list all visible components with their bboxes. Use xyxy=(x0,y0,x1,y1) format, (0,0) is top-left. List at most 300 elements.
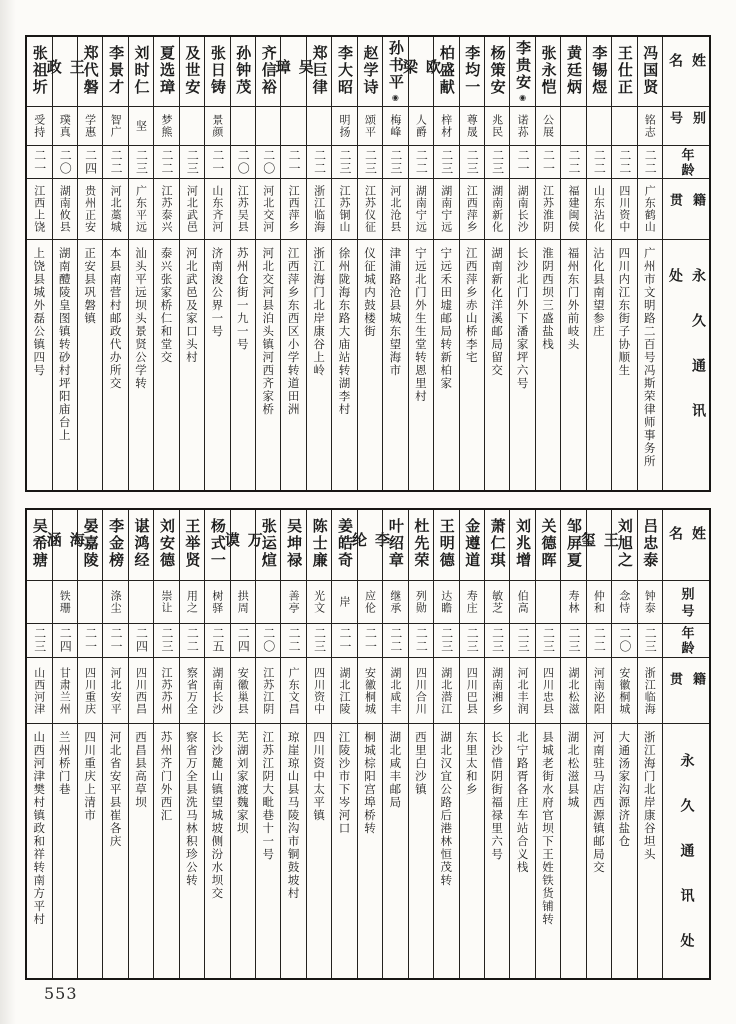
person-origin: 江苏江阴 xyxy=(256,657,280,723)
person-column xyxy=(459,37,484,490)
person-name-text: 李大昭 xyxy=(336,44,355,96)
person-address: 长沙麓山镇望城坡侧汾水坝交 xyxy=(205,723,229,978)
person-column xyxy=(153,37,178,490)
person-address: 淮阴西坝三盛盐栈 xyxy=(536,239,560,490)
person-address: 徐州陇海东路大庙站转湖李村 xyxy=(332,239,356,490)
person-column xyxy=(27,37,51,490)
person-age: 二三 xyxy=(460,623,484,658)
person-name-text: 王举贤 xyxy=(183,518,202,570)
registry-table-bottom xyxy=(25,508,711,980)
person-name-text: 李金榜 xyxy=(107,518,126,570)
person-alias xyxy=(129,580,153,623)
person-name xyxy=(612,37,636,106)
person-origin: 江苏仪征 xyxy=(358,178,382,239)
person-origin: 河北安平 xyxy=(103,657,127,723)
person-column xyxy=(102,37,127,490)
person-origin: 湖北松滋 xyxy=(561,657,585,723)
person-address: 津浦路沧县城东望海市 xyxy=(383,239,407,490)
person-name-text: 夏选璋 xyxy=(157,44,176,96)
person-name-text: 张日铸 xyxy=(208,44,227,96)
person-name-text: 王玺 xyxy=(578,532,620,569)
person-column xyxy=(255,37,280,490)
person-name-text: 刘旭之 xyxy=(615,518,634,570)
person-name xyxy=(638,510,662,580)
person-age: 二三 xyxy=(510,623,534,658)
person-origin: 甘肃兰州 xyxy=(53,657,77,723)
person-age: 二三 xyxy=(332,145,356,179)
person-age: 二二 xyxy=(281,623,305,658)
person-column xyxy=(306,37,331,490)
person-origin: 四川重庆 xyxy=(78,657,102,723)
person-origin: 河南泌阳 xyxy=(587,657,611,723)
person-address: 河南驻马店西源镇邮局交 xyxy=(587,723,611,978)
person-address: 湖南新化洋溪邮局留交 xyxy=(485,239,509,490)
person-name-text: 王明德 xyxy=(437,518,456,570)
page-number: 553 xyxy=(44,984,78,1003)
person-address: 山西河津樊村镇政和祥转南方平村 xyxy=(27,723,51,978)
person-alias xyxy=(281,106,305,145)
person-name-text: 王政 xyxy=(44,59,86,96)
person-name xyxy=(587,37,611,106)
person-origin: 江苏淮阴 xyxy=(536,178,560,239)
person-alias: 梓材 xyxy=(434,106,458,145)
person-origin: 广东平远 xyxy=(129,178,153,239)
person-age: 二三 xyxy=(180,145,204,179)
person-name-text: 刘安德 xyxy=(157,518,176,570)
person-column xyxy=(44,510,86,978)
person-origin: 四川巴县 xyxy=(460,657,484,723)
person-name-text: 孙书平 xyxy=(386,40,405,92)
person-origin: 湖南长沙 xyxy=(205,657,229,723)
person-alias xyxy=(78,580,102,623)
person-name-text: 柏盛献 xyxy=(437,44,456,96)
person-age: 二三 xyxy=(129,145,153,179)
person-column xyxy=(128,37,153,490)
person-name xyxy=(103,510,127,580)
person-name-text: 晏嘉陵 xyxy=(81,518,100,570)
person-name xyxy=(44,37,86,106)
person-alias: 拱周 xyxy=(231,580,255,623)
person-age: 二二 xyxy=(587,623,611,658)
person-origin: 湖南宁远 xyxy=(434,178,458,239)
person-origin: 湖北咸丰 xyxy=(383,657,407,723)
person-alias xyxy=(231,106,255,145)
person-age: 二一 xyxy=(358,623,382,658)
person-age: 二四 xyxy=(129,623,153,658)
person-address: 琼崖琼山县马陵沟市铜鼓坡村 xyxy=(281,723,305,978)
person-origin: 广东文昌 xyxy=(281,657,305,723)
person-name xyxy=(383,510,407,580)
person-alias: 公展 xyxy=(536,106,560,145)
person-column xyxy=(204,37,229,490)
header-age-label: 年龄 xyxy=(663,145,709,179)
person-name-text: 杜先荣 xyxy=(412,518,431,570)
person-age: 二三 xyxy=(485,623,509,658)
person-column xyxy=(611,510,636,978)
person-alias: 达瞻 xyxy=(434,580,458,623)
person-name-text: 齐信裕 xyxy=(259,44,278,96)
person-age: 二一 xyxy=(281,145,305,179)
person-column xyxy=(222,510,264,978)
person-origin: 江西萍乡 xyxy=(281,178,305,239)
person-address: 本县南营村邮政代办所交 xyxy=(103,239,127,490)
person-column xyxy=(586,37,611,490)
person-name xyxy=(349,510,391,580)
person-alias xyxy=(307,106,331,145)
person-address: 广州市文明路二百号冯斯荣律师事务所 xyxy=(638,239,662,490)
person-address: 县城老街水府官坝下王姓铁货铺转 xyxy=(536,723,560,978)
person-origin: 河北交河 xyxy=(256,178,280,239)
person-origin: 河北沧县 xyxy=(383,178,407,239)
person-address: 福州东门外前岐头 xyxy=(561,239,585,490)
person-origin: 四川合川 xyxy=(409,657,433,723)
person-address: 泰兴张家桥仁和堂交 xyxy=(154,239,178,490)
person-age: 二一 xyxy=(78,623,102,658)
person-address: 汕头平远坝头景贤公学转 xyxy=(129,239,153,490)
person-name-text: 谌鸿经 xyxy=(132,518,151,570)
person-name xyxy=(256,510,280,580)
person-name xyxy=(154,37,178,106)
person-origin: 湖南攸县 xyxy=(53,178,77,239)
person-alias: 树驿 xyxy=(205,580,229,623)
person-name-text: 金遵道 xyxy=(463,518,482,570)
person-column xyxy=(102,510,127,978)
person-alias: 璞真 xyxy=(53,106,77,145)
person-origin: 河北丰润 xyxy=(510,657,534,723)
person-alias: 梅峰 xyxy=(383,106,407,145)
person-alias: 景颜 xyxy=(205,106,229,145)
person-alias: 敏芝 xyxy=(485,580,509,623)
person-age: 二一 xyxy=(332,623,356,658)
person-origin: 四川西昌 xyxy=(129,657,153,723)
person-name xyxy=(409,510,433,580)
person-column xyxy=(77,37,102,490)
person-column xyxy=(331,37,356,490)
person-alias: 寿林 xyxy=(561,580,585,623)
person-alias: 梦熊 xyxy=(154,106,178,145)
person-address: 浙江海门北岸康谷上岭 xyxy=(307,239,331,490)
header-address-label: 永久通讯处 xyxy=(663,723,709,978)
person-origin: 安徽桐城 xyxy=(612,657,636,723)
person-address: 湖南醴陵皇图镇转砂村坪阳庙台上 xyxy=(53,239,77,490)
person-column xyxy=(560,510,585,978)
person-age: 二三 xyxy=(383,145,407,179)
person-name xyxy=(460,510,484,580)
person-age: 二一 xyxy=(27,145,51,179)
person-age: 二一 xyxy=(510,145,534,179)
person-name-text: 郑代磐 xyxy=(81,44,100,96)
person-origin: 山西河津 xyxy=(27,657,51,723)
person-origin: 浙江临海 xyxy=(307,178,331,239)
person-column xyxy=(535,37,560,490)
person-alias: 尊晟 xyxy=(460,106,484,145)
person-column xyxy=(433,37,458,490)
person-address: 河北武邑及家口头村 xyxy=(180,239,204,490)
person-alias: 应伦 xyxy=(358,580,382,623)
person-column xyxy=(560,37,585,490)
person-column xyxy=(509,37,534,490)
person-origin: 广东鹤山 xyxy=(638,178,662,239)
person-name xyxy=(78,510,102,580)
person-column xyxy=(128,510,153,978)
person-address: 北宁路胥各庄车站合义栈 xyxy=(510,723,534,978)
person-address: 长沙北门外下潘家坪六号 xyxy=(510,239,534,490)
person-column xyxy=(509,510,534,978)
person-age: 二一 xyxy=(536,145,560,179)
person-address: 正安县巩磐镇 xyxy=(78,239,102,490)
person-address: 湖北咸丰邮局 xyxy=(383,723,407,978)
person-column xyxy=(611,37,636,490)
person-name xyxy=(281,510,305,580)
person-address: 沾化县南望参庄 xyxy=(587,239,611,490)
person-address: 桐城棕阳宫埠桥转 xyxy=(358,723,382,978)
person-name-text: 吴希瑭 xyxy=(30,518,49,570)
person-age: 二四 xyxy=(78,145,102,179)
person-name xyxy=(222,510,264,580)
person-alias: 诺荪 xyxy=(510,106,534,145)
person-column xyxy=(179,510,204,978)
person-age: 二四 xyxy=(53,623,77,658)
person-alias: 继承 xyxy=(383,580,407,623)
person-column xyxy=(433,510,458,978)
person-name-text: 张运煊 xyxy=(259,518,278,570)
person-column xyxy=(153,510,178,978)
person-column xyxy=(179,37,204,490)
person-name-text: 孙钟茂 xyxy=(234,44,253,96)
person-origin: 四川忠县 xyxy=(536,657,560,723)
person-age: 二二 xyxy=(638,145,662,179)
person-name xyxy=(129,510,153,580)
person-column xyxy=(484,37,509,490)
person-name xyxy=(561,37,585,106)
person-origin: 湖南宁远 xyxy=(409,178,433,239)
person-column xyxy=(306,510,331,978)
person-name xyxy=(180,510,204,580)
person-alias: 涤尘 xyxy=(103,580,127,623)
person-column xyxy=(400,37,442,490)
person-alias: 颂平 xyxy=(358,106,382,145)
person-column xyxy=(637,510,662,978)
person-origin: 湖南湘乡 xyxy=(485,657,509,723)
person-name-text: 杨策安 xyxy=(488,44,507,96)
person-age: 二〇 xyxy=(231,145,255,179)
person-alias: 铭志 xyxy=(638,106,662,145)
person-age: 二一 xyxy=(205,145,229,179)
person-address: 苏州仓街一九一号 xyxy=(231,239,255,490)
person-alias: 学惠 xyxy=(78,106,102,145)
person-origin: 浙江临海 xyxy=(638,657,662,723)
person-name xyxy=(510,37,534,106)
person-address: 四川重庆上清市 xyxy=(78,723,102,978)
person-name-text: 萧仁琪 xyxy=(488,518,507,570)
person-origin: 湖南新化 xyxy=(485,178,509,239)
person-name-text: 黄廷炳 xyxy=(564,44,583,96)
person-address: 四川资中太平镇 xyxy=(307,723,331,978)
person-alias xyxy=(256,106,280,145)
person-name-text: 吴坤禄 xyxy=(285,518,304,570)
person-name xyxy=(307,37,331,106)
person-alias xyxy=(256,580,280,623)
person-address: 西里白沙镇 xyxy=(409,723,433,978)
person-age: 二三 xyxy=(307,623,331,658)
person-name xyxy=(103,37,127,106)
person-address: 河北交河县泊头镇河西齐家桥 xyxy=(256,239,280,490)
person-name-text: 刘兆增 xyxy=(514,518,533,570)
header-address-label: 永久通讯处 xyxy=(663,239,709,490)
person-name-text: 张永恺 xyxy=(539,44,558,96)
person-name xyxy=(129,37,153,106)
person-age: 二四 xyxy=(231,623,255,658)
person-age: 二〇 xyxy=(256,623,280,658)
person-alias: 人爵 xyxy=(409,106,433,145)
person-address: 西昌县高草坝 xyxy=(129,723,153,978)
person-age: 二二 xyxy=(612,145,636,179)
person-age: 二五 xyxy=(205,623,229,658)
person-origin: 湖北江陵 xyxy=(332,657,356,723)
person-alias: 铁珊 xyxy=(53,580,77,623)
person-name-text: 李景才 xyxy=(107,44,126,96)
person-name-text: 李锡煜 xyxy=(590,44,609,96)
person-alias xyxy=(587,106,611,145)
person-origin: 福建闽侯 xyxy=(561,178,585,239)
person-name-text: 刘时仁 xyxy=(132,44,151,96)
person-name xyxy=(273,37,315,106)
person-age: 二二 xyxy=(561,145,585,179)
person-age: 二二 xyxy=(409,623,433,658)
person-name-text: 李纶 xyxy=(349,532,391,569)
person-address: 兰州桥门巷 xyxy=(53,723,77,978)
person-column xyxy=(408,510,433,978)
name-annotation-mark-icon: ◉ xyxy=(518,93,528,103)
person-name xyxy=(578,510,620,580)
person-name-text: 陈士廉 xyxy=(310,518,329,570)
person-name xyxy=(358,37,382,106)
person-address: 浙江海门北岸康谷坦头 xyxy=(638,723,662,978)
header-origin-label: 籍贯 xyxy=(663,178,709,239)
person-age: 二三 xyxy=(485,145,509,179)
header-name-label: 姓名 xyxy=(663,510,709,580)
person-age: 二三 xyxy=(154,623,178,658)
person-address: 宁远禾田墟邮局转新柏家 xyxy=(434,239,458,490)
person-alias: 念恃 xyxy=(612,580,636,623)
person-name-text: 姜皓奇 xyxy=(336,518,355,570)
person-column xyxy=(44,37,86,490)
person-address: 江苏江阴大毗巷十一号 xyxy=(256,723,280,978)
person-address: 苏州齐门外西汇 xyxy=(154,723,178,978)
person-address: 东里太和乡 xyxy=(460,723,484,978)
person-age: 二〇 xyxy=(256,145,280,179)
person-alias: 明扬 xyxy=(332,106,356,145)
person-name-text: 欧梁 xyxy=(400,59,442,96)
person-column xyxy=(280,510,305,978)
person-origin: 贵州正安 xyxy=(78,178,102,239)
person-age: 二三 xyxy=(460,145,484,179)
header-column xyxy=(662,37,709,490)
person-column xyxy=(578,510,620,978)
person-address: 江陵沙市下岑河口 xyxy=(332,723,356,978)
person-alias: 坚 xyxy=(129,106,153,145)
person-origin: 江西上饶 xyxy=(27,178,51,239)
person-name xyxy=(510,510,534,580)
person-name xyxy=(231,37,255,106)
person-age: 二三 xyxy=(561,623,585,658)
person-column xyxy=(273,37,315,490)
person-address: 上饶县城外磊公镇四号 xyxy=(27,239,51,490)
person-alias: 崇让 xyxy=(154,580,178,623)
person-alias: 善亭 xyxy=(281,580,305,623)
person-name-text: 吕忠泰 xyxy=(641,518,660,570)
person-name xyxy=(154,510,178,580)
person-address: 湖北松滋县城 xyxy=(561,723,585,978)
person-name xyxy=(638,37,662,106)
person-name-text: 杨式一 xyxy=(208,518,227,570)
person-address: 长沙惜阴街福禄里六号 xyxy=(485,723,509,978)
person-name-text: 李贵安 xyxy=(514,40,533,92)
person-column xyxy=(637,37,662,490)
person-column xyxy=(27,510,51,978)
person-name-text: 冯国贤 xyxy=(641,44,660,96)
person-alias: 受持 xyxy=(27,106,51,145)
person-origin: 四川资中 xyxy=(307,657,331,723)
person-origin: 江苏铜山 xyxy=(332,178,356,239)
header-origin-label: 籍贯 xyxy=(663,657,709,723)
person-age: 二二 xyxy=(154,145,178,179)
person-age: 二二 xyxy=(103,145,127,179)
person-name-text: 万谟 xyxy=(222,532,264,569)
person-column xyxy=(77,510,102,978)
person-column xyxy=(230,37,255,490)
person-alias: 钟泰 xyxy=(638,580,662,623)
person-name xyxy=(460,37,484,106)
person-name-text: 吴璋 xyxy=(273,59,315,96)
header-age-label: 年龄 xyxy=(663,623,709,658)
person-origin: 江苏吴县 xyxy=(231,178,255,239)
person-address: 四川内江东街子协顺生 xyxy=(612,239,636,490)
person-age: 二三 xyxy=(638,623,662,658)
person-age: 二三 xyxy=(434,145,458,179)
person-alias: 岸 xyxy=(332,580,356,623)
person-name-text: 关德晖 xyxy=(539,518,558,570)
person-name xyxy=(485,37,509,106)
person-alias xyxy=(536,580,560,623)
person-origin: 山东齐河 xyxy=(205,178,229,239)
person-name xyxy=(536,37,560,106)
person-column xyxy=(382,510,407,978)
header-alias-label: 别号 xyxy=(663,580,709,623)
person-name-text: 及世安 xyxy=(183,44,202,96)
person-age: 二二 xyxy=(587,145,611,179)
person-name-text: 郑巨律 xyxy=(310,44,329,96)
person-address: 仪征城内鼓楼街 xyxy=(358,239,382,490)
person-name-text: 张祖圻 xyxy=(30,44,49,96)
person-origin: 江西萍乡 xyxy=(460,178,484,239)
person-age: 二二 xyxy=(180,623,204,658)
person-name xyxy=(612,510,636,580)
person-age: 二二 xyxy=(409,145,433,179)
person-alias: 光文 xyxy=(307,580,331,623)
person-alias: 列勋 xyxy=(409,580,433,623)
person-column xyxy=(204,510,229,978)
person-column xyxy=(459,510,484,978)
header-column xyxy=(662,510,709,978)
person-alias xyxy=(27,580,51,623)
person-origin: 安徽巢县 xyxy=(231,657,255,723)
person-alias: 兆民 xyxy=(485,106,509,145)
person-name xyxy=(434,37,458,106)
person-age: 二三 xyxy=(27,623,51,658)
person-name xyxy=(307,510,331,580)
person-age: 二三 xyxy=(536,623,560,658)
